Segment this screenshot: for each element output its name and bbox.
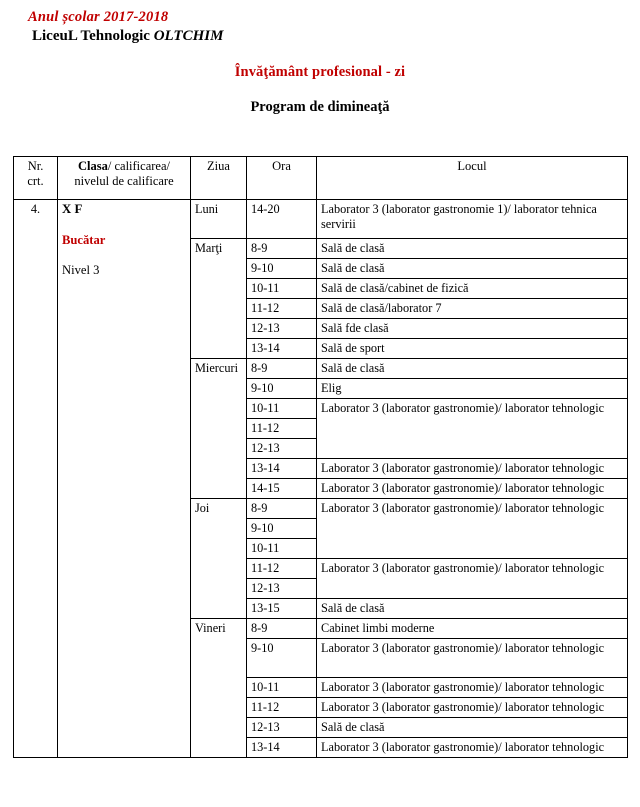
location-cell: Laborator 3 (laborator gastronomie 1)/ laborator tehnica servirii [317,200,628,239]
program-title: Program de dimineaţă [250,99,390,115]
location-cell: Laborator 3 (laborator gastronomie)/ laborator tehnologic [317,479,628,499]
location-cell: Sală de clasă [317,239,628,259]
row-number: 4. [14,200,58,758]
class-name: X F [62,202,83,216]
hour-cell: 8-9 [247,359,317,379]
hour-cell: 9-10 [247,639,317,678]
location-cell: Laborator 3 (laborator gastronomie)/ laborator tehnologic [317,639,628,678]
hour-cell: 14-15 [247,479,317,499]
location-cell: Laborator 3 (laborator gastronomie)/ laborator tehnologic [317,698,628,718]
hour-cell: 13-14 [247,459,317,479]
document-header [0,0,640,46]
location-cell: Sală de clasă/cabinet de fizică [317,279,628,299]
column-header-nr-line1: Nr. [27,159,44,173]
document-subtitle: Învăţământ profesional - zi [234,64,406,80]
hour-cell: 11-12 [247,698,317,718]
location-cell: Laborator 3 (laborator gastronomie)/ laborator tehnologic [317,738,628,758]
hour-cell: 9-10 [247,519,317,539]
column-header-nr [14,157,58,200]
hour-cell: 9-10 [247,259,317,279]
column-header-clasa-bold: Clasa [78,159,108,173]
column-header-locul: Locul [317,157,628,200]
hour-cell: 10-11 [247,678,317,698]
day-label-miercuri: Miercuri [191,359,247,499]
hour-cell: 10-11 [247,399,317,419]
class-cell [58,200,191,758]
column-header-clasa-rest: / calificarea/ [107,159,170,173]
location-cell: Laborator 3 (laborator gastronomie)/ laborator tehnologic [317,499,628,559]
school-name-italic: OLTCHIM [153,28,224,44]
school-year: Anul școlar 2017-2018 [28,9,169,25]
location-cell: Elig [317,379,628,399]
hour-cell: 8-9 [247,499,317,519]
table-header-row [14,157,628,200]
column-header-ora: Ora [247,157,317,200]
hour-cell: 11-12 [247,559,317,579]
hour-cell: 13-14 [247,738,317,758]
location-cell: Cabinet limbi moderne [317,619,628,639]
location-cell: Laborator 3 (laborator gastronomie)/ laborator tehnologic [317,459,628,479]
hour-cell: 12-13 [247,579,317,599]
location-cell: Sală de sport [317,339,628,359]
location-cell: Sală de clasă [317,259,628,279]
hour-cell: 8-9 [247,619,317,639]
location-cell: Sală fde clasă [317,319,628,339]
table-row [14,200,628,239]
day-label-luni: Luni [191,200,247,239]
table-body [14,200,628,758]
location-cell: Sală de clasă [317,718,628,738]
hour-cell: 12-13 [247,718,317,738]
location-cell: Sală de clasă/laborator 7 [317,299,628,319]
hour-cell: 13-14 [247,339,317,359]
hour-cell: 12-13 [247,319,317,339]
schedule-table [13,156,628,758]
location-cell: Laborator 3 (laborator gastronomie)/ laborator tehnologic [317,678,628,698]
location-cell: Sală de clasă [317,599,628,619]
location-cell: Sală de clasă [317,359,628,379]
day-label-marti: Marţi [191,239,247,359]
column-header-nr-line2: crt. [27,174,44,188]
day-label-joi: Joi [191,499,247,619]
class-qualification: Bucătar [62,233,106,247]
hour-cell: 8-9 [247,239,317,259]
column-header-clasa-line2: nivelul de calificare [74,174,174,188]
column-header-ziua: Ziua [191,157,247,200]
hour-cell: 14-20 [247,200,317,239]
school-name [28,26,640,46]
location-cell: Laborator 3 (laborator gastronomie)/ laborator tehnologic [317,399,628,459]
day-label-vineri: Vineri [191,619,247,758]
hour-cell: 9-10 [247,379,317,399]
hour-cell: 13-15 [247,599,317,619]
hour-cell: 10-11 [247,279,317,299]
hour-cell: 11-12 [247,419,317,439]
hour-cell: 10-11 [247,539,317,559]
hour-cell: 11-12 [247,299,317,319]
location-cell: Laborator 3 (laborator gastronomie)/ laborator tehnologic [317,559,628,599]
hour-cell: 12-13 [247,439,317,459]
school-name-plain: LiceuL Tehnologic [32,28,154,44]
class-level: Nivel 3 [62,263,100,277]
column-header-clasa [58,157,191,200]
